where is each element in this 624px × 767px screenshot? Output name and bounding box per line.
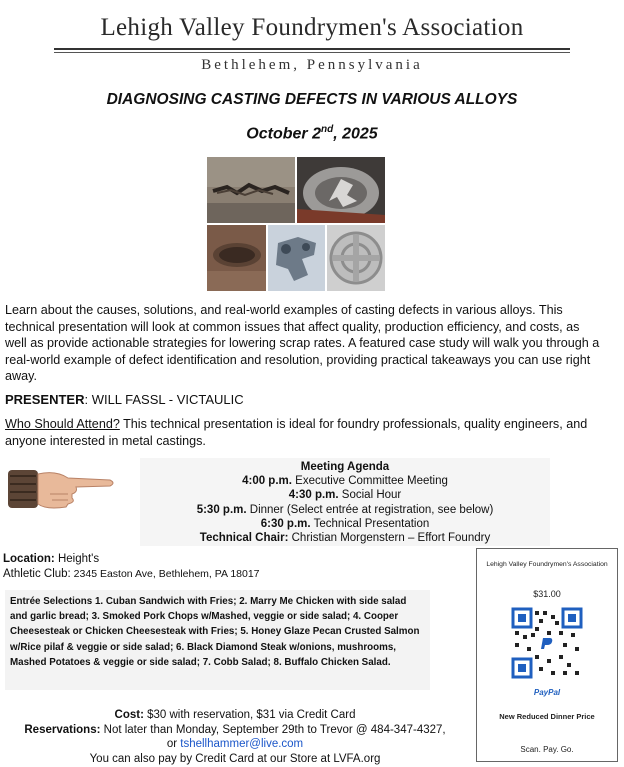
- paypal-card[interactable]: [476, 548, 618, 762]
- meeting-agenda: [140, 460, 550, 545]
- cost-value: $30 with reservation, $31 via Credit Card: [143, 709, 356, 721]
- who-text: This technical presentation is ideal for foundry professionals, quality engineers, and anyone interested in metal castings.: [5, 417, 588, 448]
- location-label: Location:: [3, 553, 55, 565]
- agenda-title: Meeting Agenda: [300, 461, 390, 473]
- technical-chair: Technical Chair: Christian Morgenstern – Effort Foundry: [199, 532, 491, 545]
- email-link[interactable]: tshellhammer@live.com: [180, 738, 304, 750]
- reservations-label: Reservations:: [24, 723, 101, 736]
- location-block: Location: Height's Athletic Club: 2345 Easton Ave, Bethlehem, PA 18017: [3, 553, 260, 580]
- presenter-value: : WILL FASSL - VICTAULIC: [84, 392, 244, 407]
- header-rule-thin: [54, 52, 570, 53]
- event-headline: DIAGNOSING CASTING DEFECTS IN VARIOUS ALLOYS: [106, 91, 518, 108]
- card-title: Lehigh Valley Foundrymen's Association: [486, 561, 608, 568]
- event-date: October 2nd, 2025: [246, 124, 378, 143]
- agenda-item: 6:30 p.m. Technical Presentation: [260, 517, 430, 530]
- card-price: $31.00: [533, 589, 561, 599]
- entree-selections: Entrée Selections 1. Cuban Sandwich with Fries; 2. Marry Me Chicken with side salad and garlic bread; 3. Smoked Pork Chops w/Mashed, veggie or side salad; 4. Cooper Cheesesteak or Chicken Cheesesteak with Fries; 5. Honey Glaze Pecan Crusted Salmon w/Rice pilaf & veggie or side salad; 6. Black Diamond Steak w/onions, mushrooms, Mashed Potatoes & veggie or side salad; 7. Cobb Salad; 8. Buffalo Chicken Salad.: [10, 596, 420, 668]
- organization-name: Lehigh Valley Foundrymen's Association: [100, 14, 524, 41]
- store-note: You can also pay by Credit Card at our Store at LVFA.org: [89, 752, 381, 765]
- presenter-line: [5, 392, 244, 407]
- intro-paragraph: Learn about the causes, solutions, and real-world examples of casting defects in various alloys. This technical presentation will look at common issues that affect quality, production efficiency, and costs, as well as provide actionable strategies for lowering scrap rates. A featured case study will walk you through a real-world example of defect identification and resolution, providing practical takeaways you can use right away.: [5, 303, 600, 383]
- qr-code-icon[interactable]: [511, 607, 583, 679]
- location-address: 2345 Easton Ave, Bethlehem, PA 18017: [70, 568, 260, 580]
- casting-defect-photo-1: [207, 157, 295, 223]
- presenter-label: PRESENTER: [5, 392, 85, 407]
- agenda-item: 4:00 p.m. Executive Committee Meeting: [242, 475, 448, 488]
- casting-defect-photo-2: [297, 157, 385, 223]
- card-tagline: Scan. Pay. Go.: [520, 745, 574, 754]
- card-promo: New Reduced Dinner Price: [499, 712, 595, 721]
- agenda-item: 4:30 p.m. Social Hour: [288, 489, 402, 502]
- cost-label: Cost:: [114, 709, 144, 721]
- city-line: Bethlehem, Pennsylvania: [201, 57, 423, 73]
- pointing-hand-icon: [6, 464, 116, 512]
- header-rule: [54, 48, 570, 50]
- cost-block: Cost: $30 with reservation, $31 via Credit Card Reservations: Not later than Monday, September 29th to Trevor @ 484-347-4327, or tshellhammer@live.com You can also pay by Credit Card at our Store at LVFA.org: [0, 708, 470, 766]
- who-label: Who Should Attend?: [5, 417, 120, 431]
- casting-defect-photo-5: [327, 225, 385, 291]
- casting-defect-photo-3: [207, 225, 266, 291]
- agenda-item: 5:30 p.m. Dinner (Select entrée at registration, see below): [196, 503, 494, 516]
- casting-defect-photo-4: [268, 225, 325, 291]
- who-should-attend: [5, 416, 603, 449]
- paypal-brand: PayPal: [533, 688, 561, 697]
